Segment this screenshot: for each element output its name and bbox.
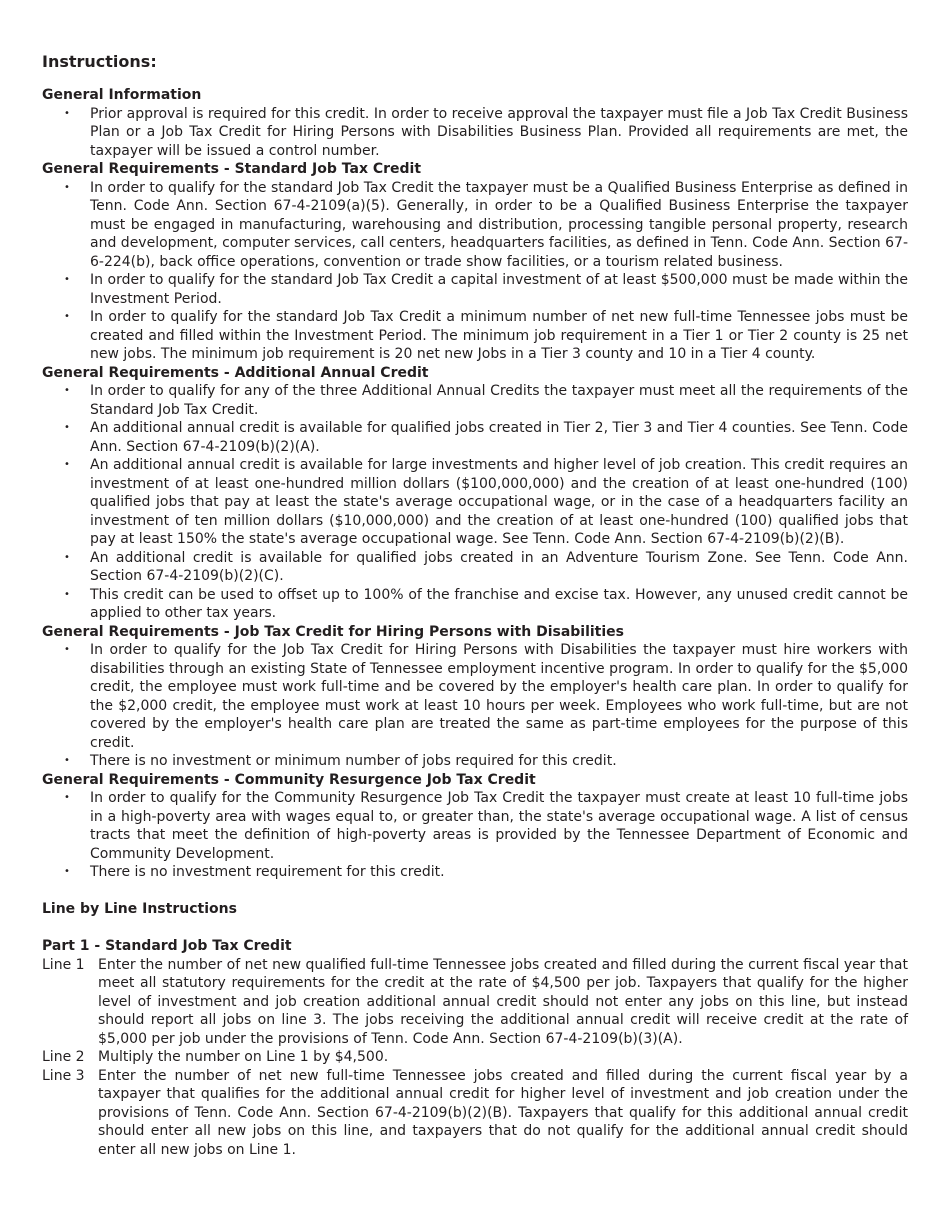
part-1-heading: Part 1 - Standard Job Tax Credit [42, 938, 292, 954]
bullet-list [42, 789, 908, 882]
bullet-item: • In order to qualify for the standard Job Tax Credit a minimum number of net new full-time Tennessee jobs must be created and filled within the Investment Period. The minimum job requirement in a Tier 1 or Tier 2 county is 25 net new jobs. The minimum job requirement is 20 net new Jobs in a Tier 3 county and 10 in a Tier 4 county. [64, 309, 908, 362]
bullet-item: • In order to qualify for the standard Job Tax Credit a capital investment of at least $500,000 must be made within the Investment Period. [64, 272, 908, 307]
bullet-item: • In order to qualify for the standard Job Tax Credit the taxpayer must be a Qualified Business Enterprise as defined in Tenn. Code Ann. Section 67-4-2109(a)(5). Generally, in order to be a Qualified Business Enterprise the taxpayer must be engaged in manufacturing, warehousing and distribution, processing tangible personal property, research and development, computer services, call centers, headquarters facilities, as defined in Tenn. Code Ann. Section 67-6-224(b), back office operations, convention or trade show facilities, or a tourism related business. [64, 179, 908, 270]
line-label: Line 1 [42, 956, 85, 973]
bullet-item: • There is no investment or minimum number of jobs required for this credit. [64, 753, 617, 769]
line-instruction [42, 956, 908, 1049]
line-instruction [42, 1067, 908, 1160]
line-by-line-heading: Line by Line Instructions [42, 901, 237, 917]
section-heading-disabilities-credit: General Requirements - Job Tax Credit for Hiring Persons with Disabilities [42, 623, 625, 640]
bullet-icon: • [64, 311, 70, 322]
bullet-item: • In order to qualify for any of the three Additional Annual Credits the taxpayer must meet all the requirements of the Standard Job Tax Credit. [64, 383, 908, 418]
bullet-icon: • [64, 755, 70, 766]
bullet-icon: • [64, 107, 70, 119]
bullet-item: • An additional credit is available for qualified jobs created in an Adventure Tourism Zone. See Tenn. Code Ann. Section 67-4-2109(b)(2)(C). [64, 549, 908, 584]
bullet-item: • In order to qualify for the Job Tax Credit for Hiring Persons with Disabilities the taxpayer must hire workers with disabilities through an existing State of Tennessee employment incentive program. In order to qualify for the $5,000 credit, the employee must work full-time and be covered by the employer's health care plan. In order to qualify for the $2,000 credit, the employee must work at least 10 hours per week. Employees who work full-time, but are not covered by the employer's health care plan are treated the same as part-time employees for the purpose of this credit. [64, 642, 908, 751]
line-instruction [42, 1048, 908, 1067]
section-heading-community-resurgence: General Requirements - Community Resurgence Job Tax Credit [42, 771, 536, 788]
bullet-icon: • [64, 866, 70, 877]
bullet-icon: • [64, 385, 70, 396]
bullet-icon: • [64, 422, 70, 433]
bullet-icon: • [64, 551, 70, 563]
bullet-item: • An additional annual credit is available for qualified jobs created in Tier 2, Tier 3 and Tier 4 counties. See Tenn. Code Ann. Section 67-4-2109(b)(2)(A). [64, 420, 908, 455]
bullet-icon: • [64, 792, 70, 803]
bullet-icon: • [64, 588, 70, 600]
bullet-item: • There is no investment requirement for this credit. [64, 864, 445, 880]
line-text: Enter the number of net new full-time Tennessee jobs created and filled during the current fiscal year by a taxpayer that qualifies for the additional annual credit for higher level of investment and job creation under the provisions of Tenn. Code Ann. Section 67-4-2109(b)(2)(B). Taxpayers that qualify for this additional annual credit should enter all new jobs on this line, and taxpayers that do not qualify for the additional annual credit should enter all new jobs on Line 1. [98, 1067, 908, 1158]
page-title: Instructions: [42, 52, 157, 71]
bullet-icon: • [64, 274, 70, 285]
line-label: Line 3 [42, 1067, 85, 1084]
bullet-item: • An additional annual credit is available for large investments and higher level of job creation. This credit requires an investment of at least one-hundred million dollars ($100,000,000) and the creation of at least one-hundred (100) qualified jobs that pay at least the state's average occupational wage, or in the case of a headquarters facility an investment of ten million dollars ($10,000,000) and the creation of at least one-hundred (100) qualified jobs that pay at least 150% the state's average occupational wage. See Tenn. Code Ann. Section 67-4-2109(b)(2)(B). [64, 457, 908, 547]
line-text: Enter the number of net new qualified full-time Tennessee jobs created and filled during the current fiscal year that meet all statutory requirements for the credit at the rate of $4,500 per job. Taxpayers that qualify for the higher level of investment and job creation additional annual credit should not enter any jobs on this line, but instead should report all jobs on line 3. The jobs receiving the additional annual credit will receive credit at the rate of $5,000 per job under the provisions of Tenn. Code Ann. Section 67-4-2109(b)(3)(A). [98, 956, 908, 1047]
bullet-item: • This credit can be used to offset up to 100% of the franchise and excise tax. However, any unused credit cannot be applied to other tax years. [64, 586, 908, 621]
line-label: Line 2 [42, 1049, 85, 1065]
bullet-icon: • [64, 181, 70, 193]
section-heading-general-information: General Information [42, 87, 202, 103]
bullet-list [42, 641, 908, 771]
bullet-icon: • [64, 644, 70, 655]
spacer [42, 919, 908, 938]
section-heading-additional-annual-credit: General Requirements - Additional Annual Credit [42, 364, 429, 381]
bullet-item: • Prior approval is required for this credit. In order to receive approval the taxpayer must file a Job Tax Credit Business Plan or a Job Tax Credit for Hiring Persons with Disabilities Business Plan. Provided all requirements are met, the taxpayer will be issued a control number. [64, 105, 908, 159]
line-text: Multiply the number on Line 1 by $4,500. [98, 1049, 389, 1065]
bullet-list [42, 382, 908, 623]
spacer [42, 882, 908, 901]
section-heading-standard-job-tax-credit: General Requirements - Standard Job Tax Credit [42, 161, 422, 177]
bullet-icon: • [64, 459, 70, 470]
bullet-list [42, 105, 908, 161]
bullet-item: • In order to qualify for the Community Resurgence Job Tax Credit the taxpayer must create at least 10 full-time jobs in a high-poverty area with wages equal to, or greater than, the state's average occupational wage. A list of census tracts that meet the definition of high-poverty areas is provided by the Tennessee Department of Economic and Community Development. [64, 790, 908, 862]
bullet-list [42, 179, 908, 364]
